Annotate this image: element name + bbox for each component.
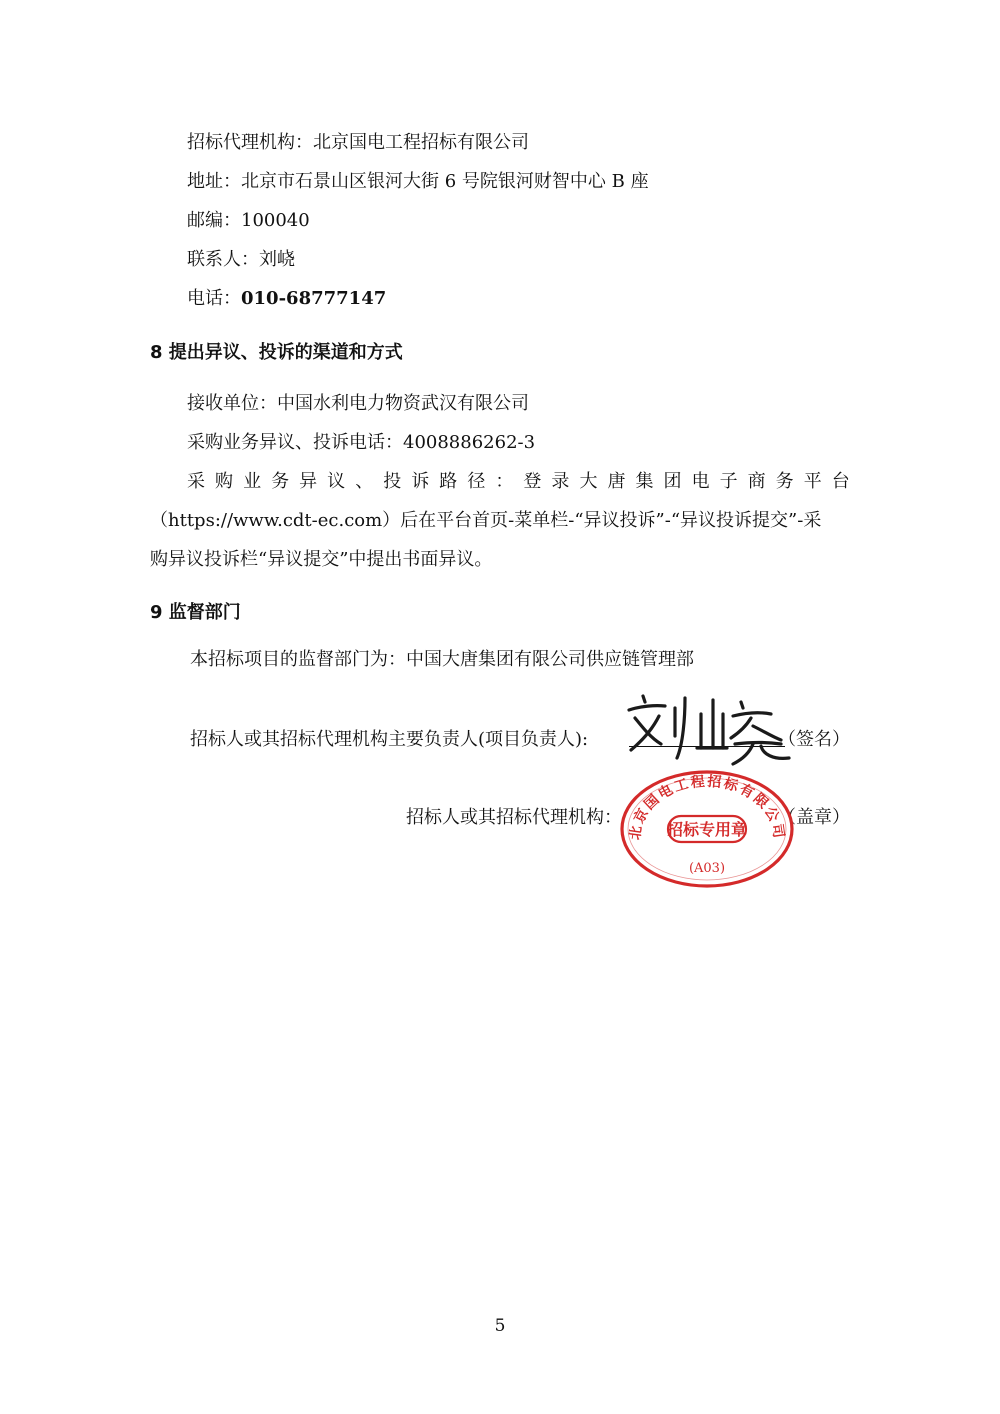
agency-contact-line <box>187 248 295 272</box>
path-char: 录 <box>551 471 570 492</box>
section8-path-line3: 购异议投诉栏“异议提交”中提出书面异议。 <box>150 549 493 570</box>
path-char: 业 <box>243 471 262 492</box>
path-char: 台 <box>831 471 850 492</box>
path-char: 团 <box>663 471 682 492</box>
seal-line-label: 招标人或其招标代理机构： <box>406 807 622 828</box>
path-char: 、 <box>355 471 374 492</box>
handwritten-signature <box>621 688 811 768</box>
path-char: 平 <box>803 471 822 492</box>
section8-path-line1 <box>187 470 850 494</box>
agency-phone-value: 010-68777147 <box>241 288 387 309</box>
svg-text:北京国电工程招标有限公司: 北京国电工程招标有限公司 <box>627 773 787 841</box>
section9-body: 本招标项目的监督部门为：中国大唐集团有限公司供应链管理部 <box>190 649 694 670</box>
agency-name-label: 招标代理机构： <box>187 132 313 153</box>
section8-heading: 8 提出异议、投诉的渠道和方式 <box>150 342 403 363</box>
agency-name-value: 北京国电工程招标有限公司 <box>313 132 529 153</box>
section9-heading: 9 监督部门 <box>150 602 241 623</box>
agency-contact-value: 刘峣 <box>259 249 295 270</box>
agency-postcode-label: 邮编： <box>187 210 241 231</box>
seal-line-suffix: （盖章） <box>778 807 850 828</box>
path-char: 大 <box>579 471 598 492</box>
path-char: 集 <box>635 471 654 492</box>
agency-address-label: 地址： <box>187 171 241 192</box>
agency-phone-line <box>187 287 386 311</box>
path-char: 路 <box>439 471 458 492</box>
section8-receiver: 接收单位：中国水利电力物资武汉有限公司 <box>187 393 529 414</box>
signature-line-suffix: （签名） <box>778 729 850 750</box>
path-char: 电 <box>691 471 710 492</box>
company-seal <box>618 768 796 890</box>
signature-line-label: 招标人或其招标代理机构主要负责人(项目负责人): <box>190 729 589 750</box>
svg-text:(A03): (A03) <box>688 861 726 876</box>
agency-postcode-value: 100040 <box>241 210 310 231</box>
path-char: 异 <box>299 471 318 492</box>
path-char: 务 <box>775 471 794 492</box>
path-char: 径 <box>467 471 486 492</box>
agency-address-value: 北京市石景山区银河大街 6 号院银河财智中心 B 座 <box>241 171 649 192</box>
path-char: 商 <box>747 471 766 492</box>
agency-postcode-line <box>187 209 310 233</box>
path-char: 诉 <box>411 471 430 492</box>
path-char: 购 <box>215 471 234 492</box>
section8-path-line2: （https://www.cdt-ec.com）后在平台首页-菜单栏-“异议投诉”-“异议投诉提交”-采 <box>150 510 822 531</box>
path-char: 登 <box>523 471 542 492</box>
path-char: 采 <box>187 471 205 492</box>
section8-phone: 采购业务异议、投诉电话：4008886262-3 <box>187 432 536 453</box>
path-char: 议 <box>327 471 346 492</box>
page-number: 5 <box>494 1316 506 1336</box>
agency-phone-label: 电话： <box>187 288 241 309</box>
svg-text:招标专用章: 招标专用章 <box>666 820 748 839</box>
path-char: 唐 <box>607 471 626 492</box>
agency-name-line <box>187 131 529 155</box>
path-char: 投 <box>383 471 402 492</box>
path-char: 子 <box>719 471 738 492</box>
agency-address-line <box>187 170 649 194</box>
agency-contact-label: 联系人： <box>187 249 259 270</box>
path-char: 务 <box>271 471 290 492</box>
path-char: ： <box>495 471 514 492</box>
